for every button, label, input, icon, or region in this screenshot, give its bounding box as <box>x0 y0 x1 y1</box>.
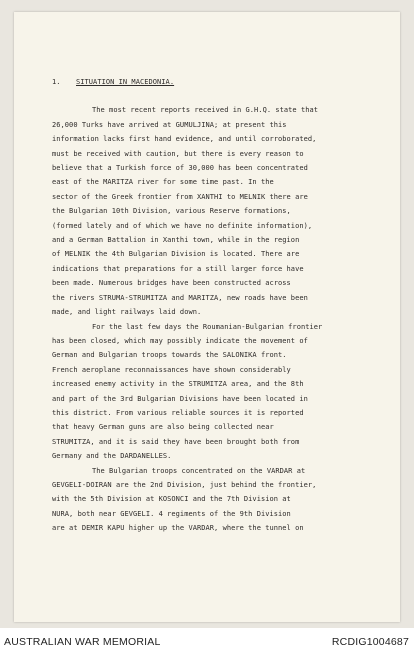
text-line: made, and light railways laid down. <box>52 308 202 317</box>
paragraph <box>52 103 382 319</box>
text-line: the rivers STRUMA-STRUMITZA and MARITZA, new roads have been <box>52 293 308 302</box>
text-line: (formed lately and of which we have no definite information), <box>52 221 313 230</box>
text-line: this district. From various reliable sources it is reported <box>52 408 304 417</box>
text-line: of MELNIK the 4th Bulgarian Division is located. There are <box>52 250 300 259</box>
document-reference: RCDIG1004687 <box>331 636 409 648</box>
text-line: For the last few days the Roumanian-Bulgarian frontier <box>92 322 323 331</box>
text-line: The Bulgarian troops concentrated on the VARDAR at <box>92 466 306 475</box>
section-title: SITUATION IN MACEDONIA. <box>76 78 175 86</box>
text-line: sector of the Greek frontier from XANTHI to MELNIK there are <box>52 192 308 201</box>
footer-bar <box>0 628 414 654</box>
text-line: the Bulgarian 10th Division, various Reserve formations, <box>52 207 291 216</box>
text-line: Germany and the DARDANELLES. <box>52 452 172 461</box>
text-line: east of the MARITZA river for some time past. In the <box>52 178 274 187</box>
text-line: indications that preparations for a still larger force have <box>52 264 304 273</box>
text-line: The most recent reports received in G.H.Q. state that <box>92 106 319 115</box>
text-line: STRUMITZA, and it is said they have been brought both from <box>52 437 300 446</box>
section-number: 1. <box>52 78 61 86</box>
document-body <box>52 75 382 536</box>
text-line: and part of the 3rd Bulgarian Divisions have been located in <box>52 394 308 403</box>
text-line: increased enemy activity in the STRUMITZA area, and the 8th <box>52 380 304 389</box>
paragraphs <box>52 103 382 535</box>
text-line: GEVGELI-DOIRAN are the 2nd Division, just behind the frontier, <box>52 480 317 489</box>
paragraph <box>52 320 382 464</box>
text-line: French aeroplane reconnaissances have shown considerably <box>52 365 291 374</box>
text-line: must be received with caution, but there is every reason to <box>52 149 304 158</box>
text-line: 26,000 Turks have arrived at GUMULJINA; at present this <box>52 120 287 129</box>
text-line: are at DEMIR KAPU higher up the VARDAR, where the tunnel on <box>52 524 304 533</box>
paragraph <box>52 464 382 536</box>
text-line: information lacks first hand evidence, and until corroborated, <box>52 135 317 144</box>
text-line: believe that a Turkish force of 30,000 has been concentrated <box>52 164 308 173</box>
text-line: been made. Numerous bridges have been constructed across <box>52 279 291 288</box>
text-line: that heavy German guns are also being collected near <box>52 423 274 432</box>
text-line: NURA, both near GEVGELI. 4 regiments of the 9th Division <box>52 509 291 518</box>
text-line: with the 5th Division at KOSONCI and the 7th Division at <box>52 495 291 504</box>
institution-name: AUSTRALIAN WAR MEMORIAL <box>4 636 161 648</box>
text-line: has been closed, which may possibly indicate the movement of <box>52 336 308 345</box>
text-line: German and Bulgarian troops towards the SALONIKA front. <box>52 351 287 360</box>
section-heading <box>52 75 382 89</box>
text-line: and a German Battalion in Xanthi town, while in the region <box>52 236 300 245</box>
